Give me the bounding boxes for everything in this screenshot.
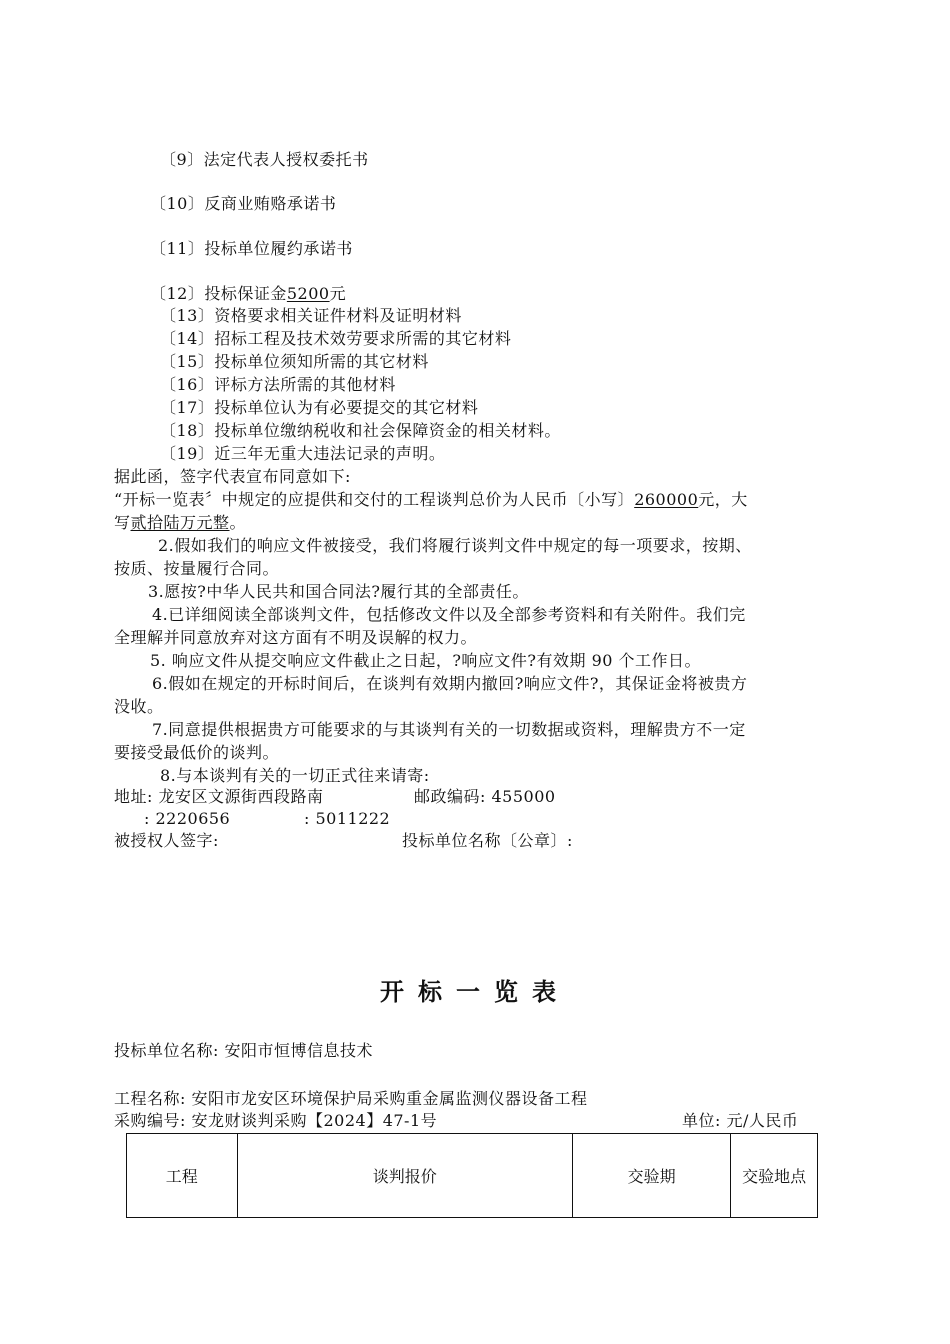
header-delivery-location: 交验地点 [731,1134,818,1218]
declaration-p7-line2: 要接受最低价的谈判。 [114,743,280,762]
summary-title: 开标一览表 [380,977,570,1006]
declaration-p1-line1 [114,489,748,511]
declaration-p6-line2: 没收。 [114,697,164,716]
procurement-number: 采购编号: 安龙财谈判采购【2024】47-1号 [114,1111,438,1130]
contact-address: 地址: 龙安区文源街西段路南 [114,787,324,806]
item-12-label: 〔12〕投标保证金 [150,284,287,303]
project-name: 工程名称: 安阳市龙安区环境保护局采购重金属监测仪器设备工程 [114,1089,588,1108]
declaration-p1-text: “开标一览表〞中规定的应提供和交付的工程谈判总价为人民币〔小写〕 [114,490,635,509]
item-18: 〔18〕投标单位缴纳税收和社会保障资金的相关材料。 [160,421,561,440]
bidder-name: 投标单位名称: 安阳市恒博信息技术 [114,1041,373,1060]
declaration-p4-line2: 全理解并同意放弃对这方面有不明及误解的权力。 [114,628,478,647]
declaration-p2-line1: 2.假如我们的响应文件被接受，我们将履行谈判文件中规定的每一项要求，按期、 [158,536,752,555]
declaration-p1-end: 。 [229,513,247,532]
declaration-p2-line2: 按质、按量履行合同。 [114,559,280,578]
deposit-amount: 5200 [286,284,330,303]
declaration-p4-line1: 4.已详细阅读全部谈判文件，包括修改文件以及全部参考资料和有关附件。我们完 [152,605,746,624]
header-delivery-period: 交验期 [573,1134,731,1218]
table-header-row [127,1134,818,1218]
company-seal-label: 投标单位名称〔公章〕: [402,831,573,850]
declaration-p1-tail: 元，大 [698,490,748,509]
item-13: 〔13〕资格要求相关证件材料及证明材料 [160,306,462,325]
bid-summary-table [126,1133,818,1218]
header-price: 谈判报价 [237,1134,572,1218]
signer-label: 被授权人签字: [114,831,219,850]
deposit-unit: 元 [329,284,347,303]
currency-unit: 单位: 元/人民币 [682,1111,799,1130]
declaration-p1-line2 [114,512,246,534]
contact-phone: : 2220656 [144,809,231,828]
item-14: 〔14〕招标工程及技术效劳要求所需的其它材料 [160,329,512,348]
total-price-figure: 260000 [634,490,699,509]
item-9: 〔9〕法定代表人授权委托书 [160,150,369,169]
item-11: 〔11〕投标单位履约承诺书 [150,239,353,258]
item-15: 〔15〕投标单位须知所需的其它材料 [160,352,429,371]
declaration-p6-line1: 6.假如在规定的开标时间后，在谈判有效期内撤回?响应文件?，其保证金将被贵方 [152,674,748,693]
declaration-intro: 据此函，签字代表宣布同意如下: [114,467,351,486]
declaration-p5: 5. 响应文件从提交响应文件截止之日起，?响应文件?有效期 90 个工作日。 [150,651,702,670]
declaration-p3: 3.愿按?中华人民共和国合同法?履行其的全部责任。 [148,582,529,601]
total-price-words: 贰拾陆万元整 [130,513,230,532]
header-project: 工程 [127,1134,238,1218]
item-17: 〔17〕投标单位认为有必要提交的其它材料 [160,398,479,417]
item-19: 〔19〕近三年无重大违法记录的声明。 [160,444,446,463]
item-10: 〔10〕反商业贿赂承诺书 [150,194,337,213]
item-12 [150,283,346,305]
contact-postcode: 邮政编码: 455000 [414,787,556,806]
item-16: 〔16〕评标方法所需的其他材料 [160,375,396,394]
declaration-p8: 8.与本谈判有关的一切正式往来请寄: [160,766,430,785]
declaration-p1-c: 写 [114,513,131,532]
contact-fax: : 5011222 [304,809,391,828]
declaration-p7-line1: 7.同意提供根据贵方可能要求的与其谈判有关的一切数据或资料，理解贵方不一定 [152,720,746,739]
